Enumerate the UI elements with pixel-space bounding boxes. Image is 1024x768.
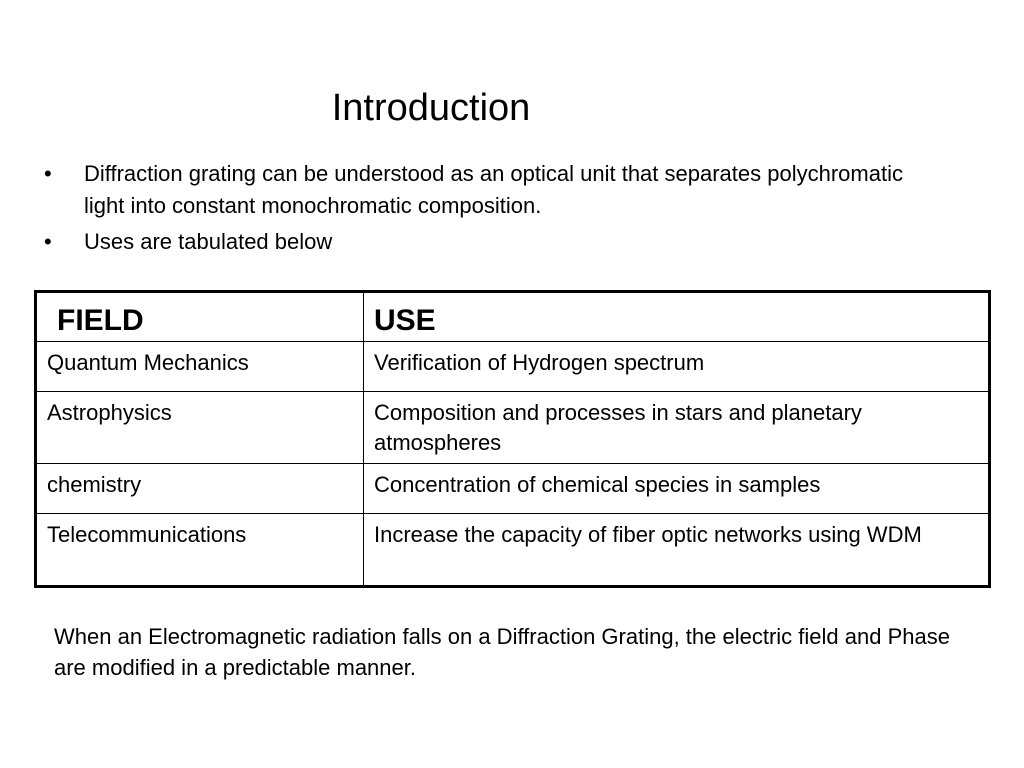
bullet-item [44, 158, 944, 222]
header-use: USE [364, 292, 990, 342]
cell-field: Quantum Mechanics [36, 342, 364, 392]
cell-field: Telecommunications [36, 514, 364, 587]
cell-use: Verification of Hydrogen spectrum [364, 342, 990, 392]
footer-note: When an Electromagnetic radiation falls on a Diffraction Grating, the electric field and Phase are modified in a predictable manner. [54, 624, 950, 680]
table-header-row [36, 292, 990, 342]
uses-table [34, 290, 991, 588]
bullet-marker: • [44, 161, 52, 186]
slide-title: Introduction [331, 87, 531, 129]
table-row [36, 392, 990, 464]
cell-use: Concentration of chemical species in samples [364, 464, 990, 514]
cell-use: Increase the capacity of fiber optic networks using WDM [364, 514, 990, 587]
bullet-list [44, 158, 944, 262]
bullet-text: Uses are tabulated below [84, 229, 333, 254]
cell-field: Astrophysics [36, 392, 364, 464]
header-field: FIELD [36, 292, 364, 342]
bullet-marker: • [44, 229, 52, 254]
bullet-item [44, 226, 944, 258]
table-row [36, 514, 990, 587]
bullet-text: Diffraction grating can be understood as an optical unit that separates polychromatic light into constant monochromatic composition. [84, 161, 903, 218]
cell-field: chemistry [36, 464, 364, 514]
table-row [36, 342, 990, 392]
table-row [36, 464, 990, 514]
cell-use: Composition and processes in stars and planetary atmospheres [364, 392, 990, 464]
